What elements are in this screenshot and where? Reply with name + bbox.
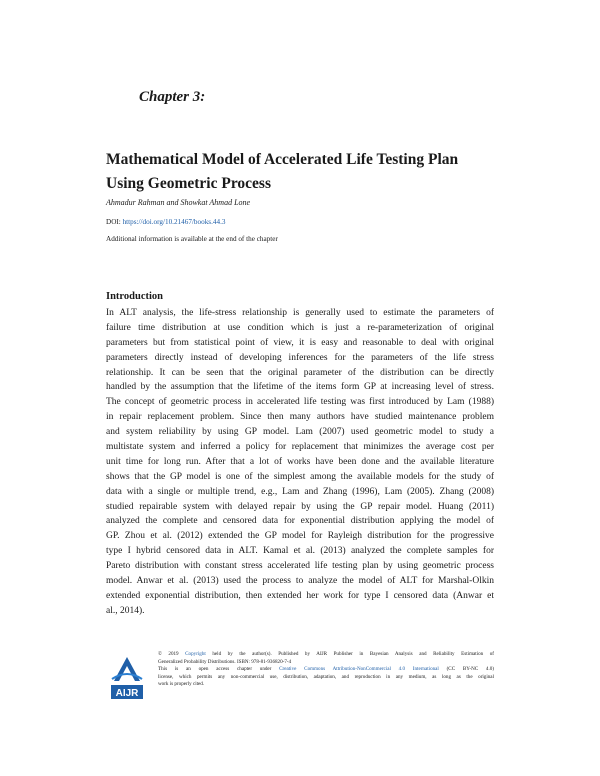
- chapter-footer: [106, 651, 492, 715]
- body-line: in repair replacement problem. Since then many authors have studied maintenance problem: [106, 412, 494, 423]
- body-line: and system reliability by using GP model. Lam (2007) used geometric model to study a: [106, 427, 494, 438]
- body-line: shows that the GP model is one of the simplest among the available models for the study of: [106, 471, 494, 482]
- body-line: studied repairable system with delayed repair by using the GP repair model. Huang (2011): [106, 501, 494, 512]
- license-link[interactable]: Creative Commons Attribution-NonCommercial 4.0 International: [279, 666, 439, 673]
- copyright-rest: held by the author(s). Published by AIJR Publisher in Bayesian Analysis and Reliability Estimation of: [205, 651, 494, 657]
- body-line: GP. Zhou et al. (2012) extended the GP model for Rayleigh distribution for the progressive: [106, 531, 494, 542]
- copyright-link[interactable]: Copyright: [185, 651, 206, 657]
- chapter-title-line-1: Mathematical Model of Accelerated Life Testing Plan: [106, 151, 459, 168]
- authors: Ahmadur Rahman and Showkat Ahmad Lone: [106, 198, 251, 207]
- chapter-title: [106, 148, 526, 196]
- body-line: parameters directly instead of developing inferences for the parameters of the life stress: [106, 352, 494, 363]
- body-line: type I hybrid censored data in ALT. Kamal et al. (2013) analyzed the complete samples for: [106, 546, 494, 557]
- body-line: relationship. It can be seen that the original parameter of the distribution can be directly: [106, 367, 494, 378]
- body-line: In ALT analysis, the life-stress relationship is generally used to estimate the parameters of: [106, 308, 494, 318]
- body-line: failure time distribution at use condition which is just a re-parameterization of original: [106, 322, 494, 333]
- license-line-1: [158, 666, 494, 674]
- copyright-line-1: [158, 651, 494, 659]
- body-line: unit time for long run. After that a lot of works have been done and the available literature: [106, 456, 494, 467]
- body-line: analyzed the complete and censored data for exponential distribution applying the model of: [106, 516, 494, 527]
- chapter-title-line-2: Using Geometric Process: [106, 175, 271, 192]
- section-heading-introduction: Introduction: [106, 291, 163, 302]
- copyright-prefix: © 2019: [158, 651, 186, 657]
- license-rest: (CC BY-NC 4.0): [438, 666, 494, 673]
- doi: [106, 218, 225, 226]
- license-line-2: license, which permits any non-commercial use, distribution, adaptation, and reproduction in any medium, as long as the original: [158, 673, 494, 680]
- body-line: handled by the assumption that the lifetime of the items form GP at increasing level of stress.: [106, 382, 494, 393]
- body-line: data with a single or multiple trend, e.g., Lam and Zhang (1996), Lam (2005). Zhang (2008): [106, 486, 494, 497]
- doi-label: DOI:: [106, 218, 123, 226]
- aijr-logo: [106, 651, 148, 707]
- introduction-body: [106, 306, 494, 619]
- body-line: The concept of geometric process in accelerated life testing was first introduced by Lam (1988): [106, 397, 494, 408]
- body-line: multistate system and inferred a policy for replacement that minimizes the average cost per: [106, 442, 494, 453]
- doi-link[interactable]: https://doi.org/10.21467/books.44.3: [122, 218, 226, 226]
- logo-text: AIJR: [115, 688, 139, 699]
- body-line: extended exponential distribution, then extended her work for type I censored data (Anwar et: [106, 590, 494, 601]
- aijr-logo-icon: [106, 651, 148, 707]
- body-line: parameters but from statistical point of view, it is easy and reasonable to deal with original: [106, 337, 494, 348]
- license-prefix: This is an open access chapter under: [158, 666, 280, 673]
- chapter-label: Chapter 3:: [139, 89, 206, 105]
- additional-info: Additional information is available at the end of the chapter: [106, 235, 278, 243]
- body-line: al., 2014).: [106, 605, 145, 616]
- body-line: model. Anwar et al. (2013) used the process to analyze the model of ALT for Marshal-Olkin: [106, 576, 494, 587]
- body-line: Pareto distribution with constant stress accelerated life testing plan by using geometric process: [106, 561, 494, 572]
- license-line-3: work is properly cited.: [158, 681, 205, 688]
- copyright-line-2: Generalized Probability Distributions. ISBN: 978-81-936820-7-4: [158, 658, 292, 665]
- copyright-notice: [158, 651, 494, 689]
